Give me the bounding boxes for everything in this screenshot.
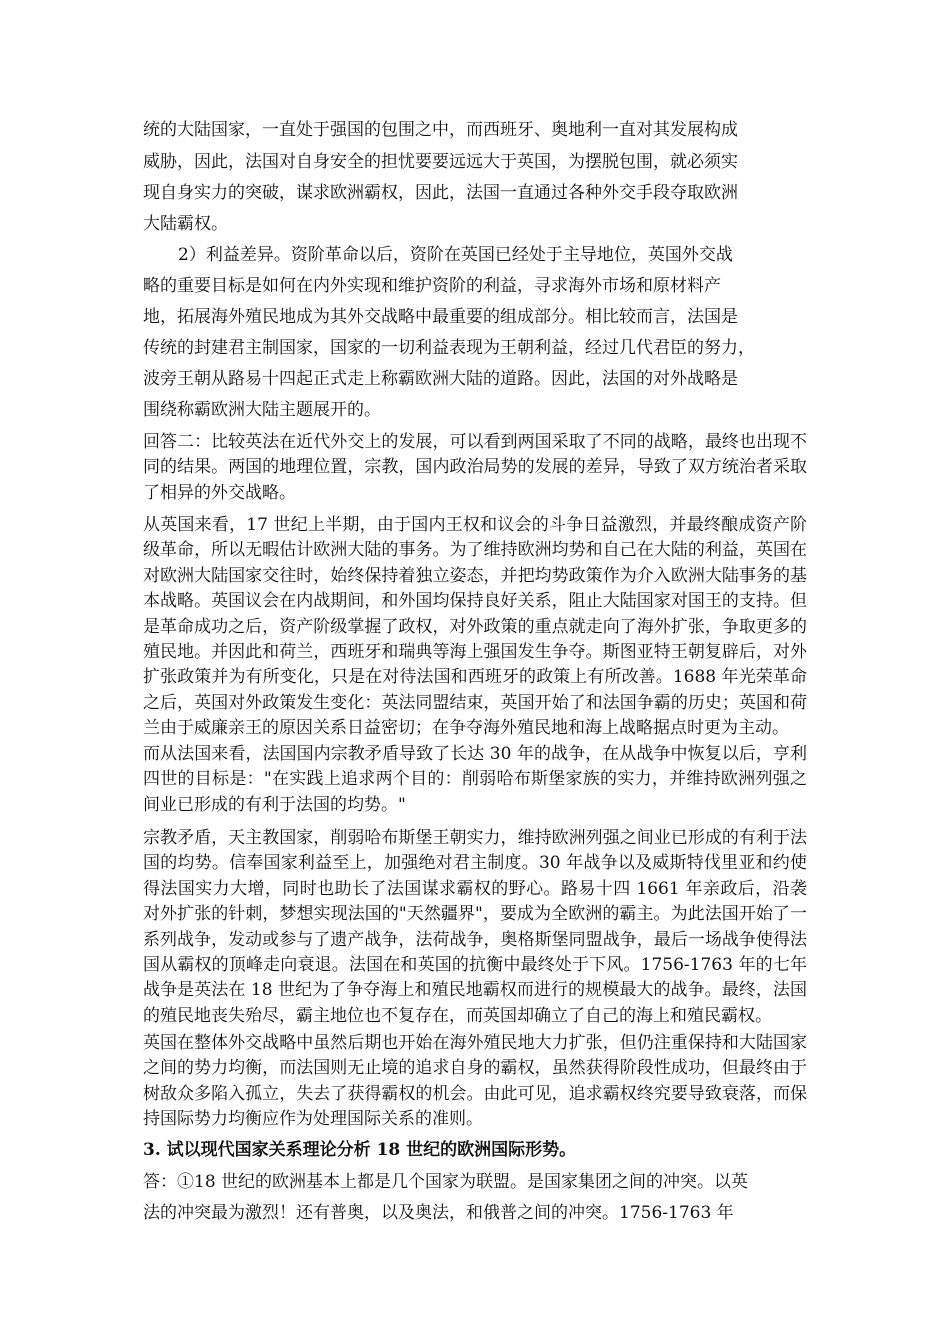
- answer2-paragraph-5: 英国在整体外交战略中虽然后期也开始在海外殖民地大力扩张，但仍注重保持和大陆国家之间的势力均衡，而法国则无止境的追求自身的霸权，虽然获得阶段性成功，但最终由于树敌众多陷入孤立，失去了获得霸权的机会。由此可见，追求霸权终究要导致衰落，而保持国际势力均衡应作为处理国际关系的准则。: [143, 1033, 807, 1130]
- answer2-paragraph-3: 而从法国来看，法国国内宗教矛盾导致了长达 30 年的战争，在从战争中恢复以后，亨利四世的目标是："在实践上追求两个目的：削弱哈布斯堡家族的实力，并维持欧洲列强之间业已形成的有利于法国的均势。": [143, 744, 807, 815]
- text-line: 传统的封建君主制国家，国家的一切利益表现为王朝利益，经过几代君臣的努力，: [143, 338, 755, 358]
- text-line: 地，拓展海外殖民地成为其外交战略中最重要的组成部分。相比较而言，法国是: [143, 307, 738, 327]
- text-line: 答：①18 世纪的欧洲基本上都是几个国家为联盟。是国家集团之间的冲突。以英: [143, 1172, 749, 1192]
- answer2-paragraph-4: 宗教矛盾，天主教国家，削弱哈布斯堡王朝实力，维持欧洲列强之间业已形成的有利于法国的均势。信奉国家利益至上，加强绝对君主制度。30 年战争以及威斯特伐里亚和约使得法国实力大增，同时也助长了法国谋求霸权的野心。路易十四 1661 年亲政后，沿袭对外扩张的针刺，梦想实现法国的"天然疆界"，要成为全欧洲的霸主。为此法国开始了一系列战争，发动或参与了遗产战争，法荷战争，奥格斯堡同盟战争，最后一场战争使得法国从霸权的顶峰走向衰退。法国在和英国的抗衡中最终处于下风。1756-1763 年的七年战争是英法在 18 世纪为了争夺海上和殖民地霸权而进行的规模最大的战争。最终，法国的殖民地丧失殆尽，霸主地位也不复存在，而英国却确立了自己的海上和殖民霸权。: [143, 828, 807, 1026]
- text-line: 围绕称霸欧洲大陆主题展开的。: [143, 400, 381, 420]
- answer2-paragraph-2: 从英国来看，17 世纪上半期，由于国内王权和议会的斗争日益激烈，并最终酿成资产阶级革命，所以无暇估计欧洲大陆的事务。为了维持欧洲均势和自己在大陆的利益，英国在对欧洲大陆国家交往时，始终保持着独立姿态，并把均势政策作为介入欧洲大陆事务的基本战略。英国议会在内战期间，和外国均保持良好关系，阻止大陆国家对国王的支持。但是革命成功之后，资产阶级掌握了政权，对外政策的重点就走向了海外扩张，争取更多的殖民地。并因此和荷兰，西班牙和瑞典等海上强国发生争夺。斯图亚特王朝复辟后，对外扩张政策并为有所变化，只是在对待法国和西班牙的政策上有所改善。1688 年光荣革命之后，英国对外政策发生变化：英法同盟结束，英国开始了和法国争霸的历史；英国和荷兰由于威廉亲王的原因关系日益密切；在争夺海外殖民地和海上战略据点时更为主动。: [143, 515, 807, 739]
- text-line: 波旁王朝从路易十四起正式走上称霸欧洲大陆的道路。因此，法国的对外战略是: [143, 369, 738, 389]
- question-3-heading: 3. 试以现代国家关系理论分析 18 世纪的欧洲国际形势。: [143, 1140, 577, 1160]
- text-line: 法的冲突最为激烈！还有普奥，以及奥法，和俄普之间的冲突。1756-1763 年: [143, 1203, 734, 1223]
- text-line: 威胁，因此，法国对自身安全的担忧要要远远大于英国，为摆脱包围，就必须实: [143, 152, 738, 172]
- text-line: 大陆霸权。: [143, 214, 228, 234]
- text-line: 2）利益差异。资阶革命以后，资阶在英国已经处于主导地位，英国外交战: [178, 245, 733, 265]
- answer2-paragraph-1: 回答二：比较英法在近代外交上的发展，可以看到两国采取了不同的战略，最终也出现不同的结果。两国的地理位置，宗教，国内政治局势的发展的差异，导致了双方统治者采取了相异的外交战略。: [143, 432, 807, 503]
- text-line: 略的重要目标是如何在内外实现和维护资阶的利益，寻求海外市场和原材料产: [143, 276, 721, 296]
- text-line: 现自身实力的突破，谋求欧洲霸权，因此，法国一直通过各种外交手段夺取欧洲: [143, 183, 738, 203]
- text-line: 统的大陆国家，一直处于强国的包围之中，而西班牙、奥地利一直对其发展构成: [143, 120, 738, 140]
